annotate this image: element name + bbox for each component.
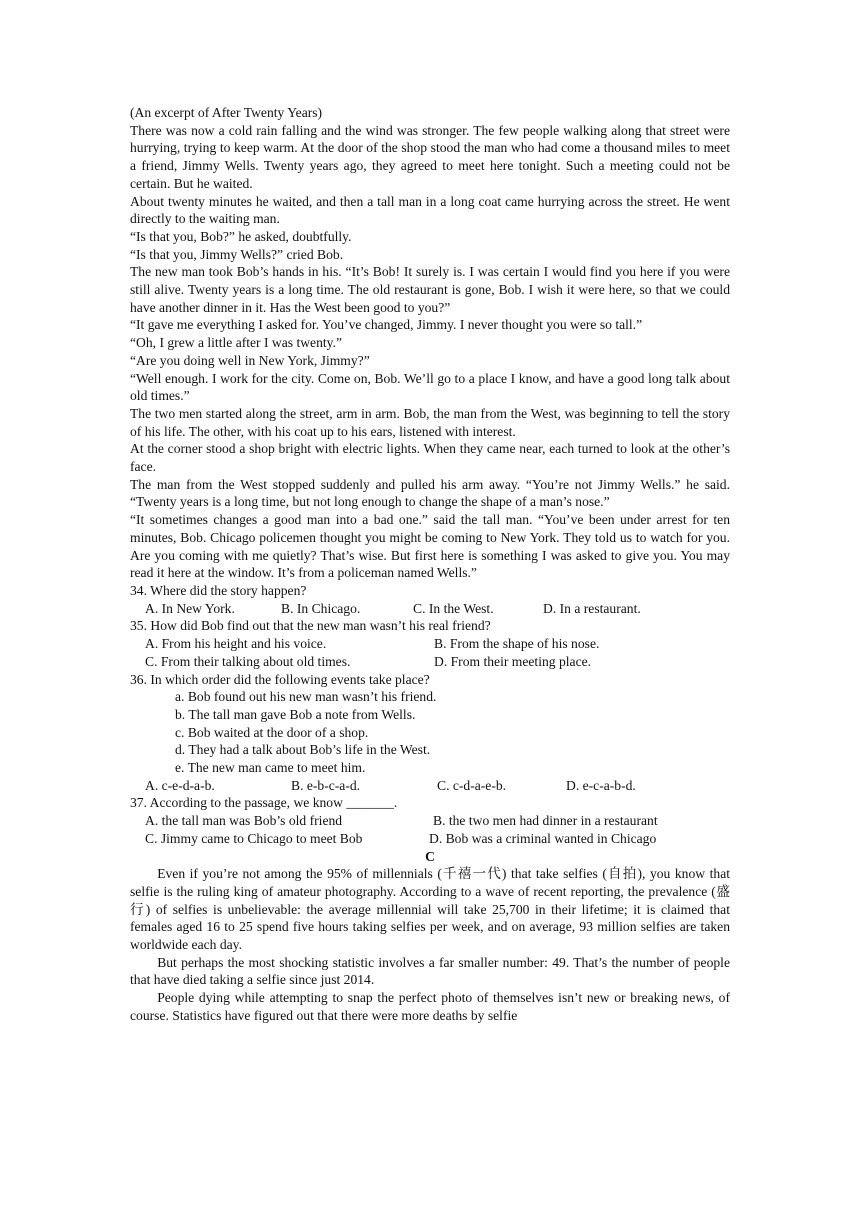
passage-paragraph: “Well enough. I work for the city. Come on, Bob. We’ll go to a place I know, and have a good long talk about old times.”: [130, 370, 730, 404]
event-item: c. Bob waited at the door of a shop.: [175, 724, 369, 740]
option-d: D. In a restaurant.: [543, 600, 641, 616]
option-c: C. From their talking about old times.: [145, 653, 351, 669]
passage-paragraph: “Are you doing well in New York, Jimmy?”: [130, 352, 370, 368]
passage-paragraph: “Oh, I grew a little after I was twenty.”: [130, 335, 342, 351]
passage-paragraph: But perhaps the most shocking statistic involves a far smaller number: 49. That’s the number of people that have died taking a selfie since just 2014.: [130, 954, 730, 988]
event-item: d. They had a talk about Bob’s life in the West.: [175, 742, 431, 758]
passage-paragraph: The man from the West stopped suddenly and pulled his arm away. “You’re not Jimmy Wells.” he said. “Twenty years is a long time, but not long enough to change the shape of a man’s nose.”: [130, 476, 730, 510]
passage-paragraph: “It gave me everything I asked for. You’ve changed, Jimmy. I never thought you were so tall.”: [130, 317, 643, 333]
passage-paragraph: About twenty minutes he waited, and then a tall man in a long coat came hurrying across the street. He went directly to the waiting man.: [130, 193, 730, 227]
document-body: [130, 104, 730, 1025]
passage-paragraph: “It sometimes changes a good man into a bad one.” said the tall man. “You’ve been under arrest for ten minutes, Bob. Chicago policemen thought you might be coming to New York. They told us to watch for you. Are you coming with me quietly? That’s wise. But first here is something I was asked to give you. You may read it here at the window. It’s from a policeman named Wells.”: [130, 512, 730, 581]
option-d: D. e-c-a-b-d.: [566, 777, 636, 793]
passage-paragraph: “Is that you, Bob?” he asked, doubtfully.: [130, 228, 352, 244]
option-b: B. From the shape of his nose.: [434, 636, 600, 652]
passage-paragraph: People dying while attempting to snap the perfect photo of themselves isn’t new or breaking news, of course. Statistics have figured out that there were more deaths by selfie: [130, 990, 730, 1023]
option-a: A. In New York.: [145, 600, 235, 616]
passage-paragraph: Even if you’re not among the 95% of millennials (千禧一代) that take selfies (自拍), you know that selfie is the ruling king of amateur photography. According to a wave of recent reporting, the prevalence (盛行) of selfies is unbelievable: the average millennial will take 25,700 in their lifetime; it is claimed that females aged 16 to 25 spend five hours taking selfies per week, and on average, 93 million selfies are taken worldwide each day.: [130, 866, 730, 953]
event-item: a. Bob found out his new man wasn’t his friend.: [175, 689, 437, 705]
passage-paragraph: “Is that you, Jimmy Wells?” cried Bob.: [130, 246, 344, 262]
option-a: A. the tall man was Bob’s old friend: [145, 813, 343, 829]
option-b: B. the two men had dinner in a restaurant: [433, 813, 658, 829]
option-a: A. c-e-d-a-b.: [145, 777, 215, 793]
question-35-options: [130, 635, 730, 653]
passage-paragraph: There was now a cold rain falling and the wind was stronger. The few people walking along that street were hurrying, trying to keep warm. At the door of the shop stood the man who had come a thousand miles to meet a friend, Jimmy Wells. Twenty years ago, they agreed to meet here tonight. Such a meeting could not be certain. But he waited.: [130, 122, 730, 191]
option-c: C. Jimmy came to Chicago to meet Bob: [145, 830, 363, 846]
passage-paragraph: The two men started along the street, arm in arm. Bob, the man from the West, was beginning to tell the story of his life. The other, with his coat up to his ears, listened with interest.: [130, 405, 730, 439]
option-b: B. In Chicago.: [281, 600, 361, 616]
question-35-options: [130, 653, 730, 671]
option-c: C. In the West.: [413, 600, 494, 616]
passage-paragraph: At the corner stood a shop bright with electric lights. When they came near, each turned to look at the other’s face.: [130, 441, 730, 475]
passage-source: (An excerpt of After Twenty Years): [130, 105, 323, 120]
option-a: A. From his height and his voice.: [145, 636, 327, 652]
option-d: D. Bob was a criminal wanted in Chicago: [429, 830, 657, 846]
event-item: e. The new man came to meet him.: [175, 760, 366, 776]
section-heading: C: [425, 848, 435, 864]
question-35-stem: 35. How did Bob find out that the new man wasn’t his real friend?: [130, 618, 491, 634]
question-37-options: [130, 830, 730, 848]
question-36-options: [130, 777, 730, 795]
question-36-stem: 36. In which order did the following events take place?: [130, 671, 430, 687]
option-b: B. e-b-c-a-d.: [291, 777, 361, 793]
event-item: b. The tall man gave Bob a note from Wells.: [175, 706, 416, 722]
question-34-options: [130, 600, 730, 618]
option-c: C. c-d-a-e-b.: [437, 777, 507, 793]
question-37-options: [130, 812, 730, 830]
question-37-stem: 37. According to the passage, we know _______.: [130, 795, 398, 811]
question-34-stem: 34. Where did the story happen?: [130, 582, 307, 598]
option-d: D. From their meeting place.: [434, 653, 592, 669]
passage-paragraph: The new man took Bob’s hands in his. “It’s Bob! It surely is. I was certain I would find you here if you were still alive. Twenty years is a long time. The old restaurant is gone, Bob. I wish it were here, so that we could have another dinner in it. Has the West been good to you?”: [130, 264, 730, 315]
